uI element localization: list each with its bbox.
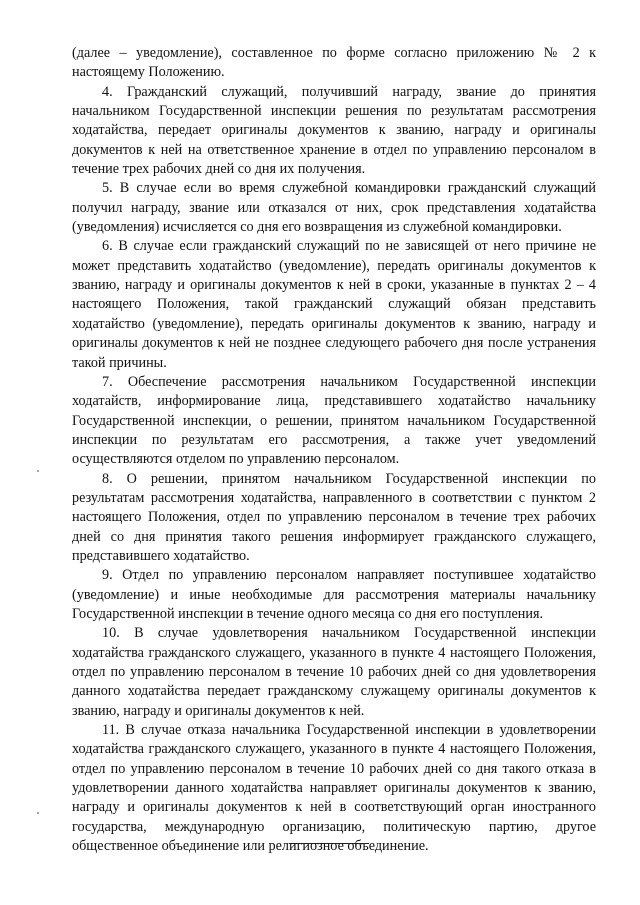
scan-speck [37,812,39,814]
scan-speck [37,470,39,472]
paragraph-continuation: (далее – уведомление), составленное по форме согласно приложению № 2 к настоящему Положению. [72,45,596,81]
paragraph-6: 6. В случае если гражданский служащий по не зависящей от него причине не может представить ходатайство (уведомление), передать оригиналы документов к званию, награду и оригиналы документов к ней в сроки, указанные в пунктах 2 – 4 настоящего Положения, такой гражданский служащий обязан представить ходатайство (уведомление), передать оригиналы документов к званию, награду и оригиналы документов к ней не позднее следующего рабочего дня после устранения такой причины. [72,238,596,371]
paragraph-11: 11. В случае отказа начальника Государственной инспекции в удовлетворении ходатайства гражданского служащего, указанного в пункте 4 настоящего Положения, отдел по управлению персоналом в течение 10 рабочих дней со дня такого отказа в удовлетворении данного ходатайства направляет оригиналы документов к званию, награду и оригиналы документов к ней в соответствующий орган иностранного государства, международную организацию, политическую партию, другое общественное объединение или религиозное объединение. [72,722,596,855]
document-body [72,44,596,856]
paragraph-10: 10. В случае удовлетворения начальником Государственной инспекции ходатайства гражданского служащего, указанного в пункте 4 настоящего Положения, отдел по управлению персоналом в течение 10 рабочих дней со дня удовлетворения данного ходатайства передает гражданскому служащему оригиналы документов к званию, награду и оригиналы документов к ней. [72,625,596,719]
paragraph-9: 9. Отдел по управлению персоналом направляет поступившее ходатайство (уведомление) и иные необходимые для рассмотрения материалы начальнику Государственной инспекции в течение одного месяца со дня его поступления. [72,567,596,622]
paragraph-7: 7. Обеспечение рассмотрения начальником Государственной инспекции ходатайств, информирование лица, представившего ходатайство начальнику Государственной инспекции, о решении, принятом начальником Государственной инспекции по результатам его рассмотрения, а также учет уведомлений осуществляются отделом по управлению персоналом. [72,373,596,468]
end-separator-line [289,843,369,844]
paragraph-4: 4. Гражданский служащий, получивший награду, звание до принятия начальником Государственной инспекции решения по результатам рассмотрения ходатайства, передает оригиналы документов к званию, награду и оригиналы документов к ней на ответственное хранение в отдел по управлению персоналом в течение трех рабочих дней со дня их получения. [72,83,596,178]
paragraph-5: 5. В случае если во время служебной командировки гражданский служащий получил награду, звание или отказался от них, срок представления ходатайства (уведомления) исчисляется со дня его возвращения из служебной командировки. [72,180,596,236]
paragraph-8: 8. О решении, принятом начальником Государственной инспекции по результатам рассмотрения ходатайства, направленного в соответствии с пунктом 2 настоящего Положения, отдел по управлению персоналом в течение трех рабочих дней со дня принятия такого решения информирует гражданского служащего, представившего ходатайство. [72,470,596,564]
